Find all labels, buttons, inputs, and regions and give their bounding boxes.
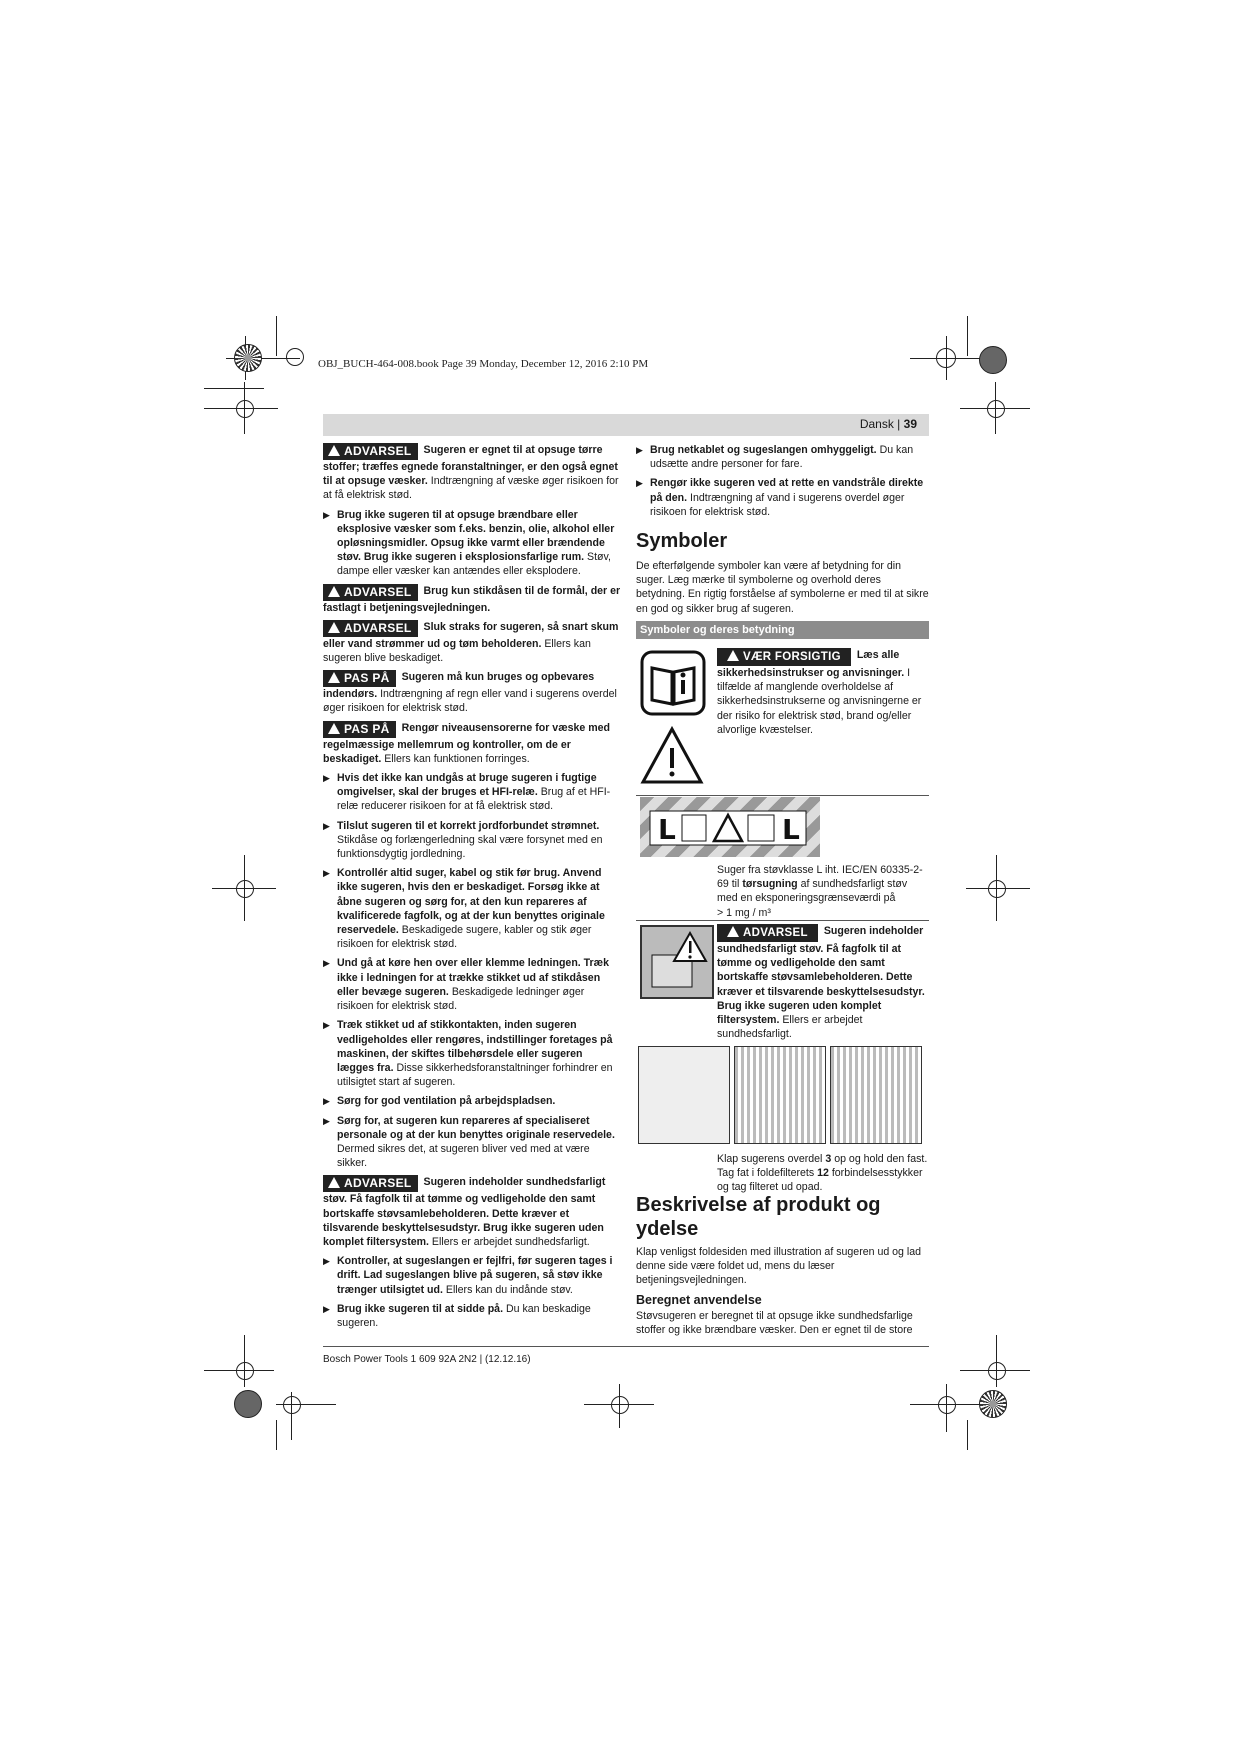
caution-indoors: PAS PÅ Sugeren må kun bruges og opbevares indendørs. Indtrængning af regn eller vand i sugerens overdel øger risikoen for elektrisk stød.: [323, 671, 617, 715]
dust-class-label-icon: [640, 797, 820, 857]
dust-hazard-icon: [640, 925, 714, 999]
advarsel-label: ADVARSEL: [323, 443, 418, 460]
book-imprint: OBJ_BUCH-464-008.book Page 39 Monday, December 12, 2016 2:10 PM: [318, 358, 649, 370]
warning-dry-wet: ADVARSEL Sugeren er egnet til at opsuge tørre stoffer; træffes egnede foranstaltninger, er den også egnet til at opsuge væsker. Indtrængning af væske øger risikoen for at få elektrisk stød.: [323, 444, 619, 502]
open-lid-image: [638, 1046, 730, 1144]
page-footer: Bosch Power Tools 1 609 92A 2N2 | (12.12.16): [323, 1354, 531, 1365]
bullet-cord: ▶ Brug netkablet og sugeslangen omhyggeligt. Du kan udsætte andre personer for fare.: [636, 444, 914, 471]
symbol-read-instructions: VÆR FORSIGTIG Læs alle sikkerhedsinstrukser og anvisninger. I tilfælde af manglende overholdelse af sikkerhedsinstrukserne og anvisningerne er der risiko for elektrisk stød, brand og/eller alvorlige kvæstelser.: [717, 649, 922, 736]
beskrivelse-text: Klap venligst foldesiden med illustration af sugeren ud og lad denne side være foldet ud, mens du læser betjeningsvejledningen.: [636, 1246, 922, 1287]
warning-foam: ADVARSEL Sluk straks for sugeren, så snart skum eller vand strømmer ud og tøm beholderen. Ellers kan sugeren blive beskadiget.: [323, 620, 619, 665]
left-column: [323, 443, 621, 1335]
bullet-ground: ▶ Tilslut sugeren til et korrekt jordforbundet strømnet. Stikdåse og forlængerledning skal være forsynet med en funktionsdygtig jordledning.: [323, 819, 603, 861]
header-language: Dansk: [859, 417, 894, 431]
beregnet-text: Støvsugeren er beregnet til at opsuge ikke sundhedsfarlige stoffer og ikke brændbare væsker. Den er egnet til de store: [636, 1309, 913, 1337]
bullet-unplug: ▶ Træk stikket ud af stikkontakten, inden sugeren vedligeholdes eller rengøres, indstillinger foretages på maskinen, der skiftes tilbehørsdele eller sugeren lægges fra. Disse sikkerhedsforanstaltninger forhindrer en utilsigtet start af sugeren.: [323, 1019, 613, 1089]
bullet-flammable: ▶ Brug ikke sugeren til at opsuge brændbare eller eksplosive væsker som f.eks. benzin, olie, alkohol eller opløsningsmidler. Opsug ikke varmt eller brændende støv. Brug ikke sugeren i eksplosionsfarlige rum. Støv, dampe eller væsker kan antændes eller eksplodere.: [323, 508, 615, 578]
exposure-value: > 1 mg / m³: [717, 906, 771, 919]
filter-remove-image: [830, 1046, 922, 1144]
symboler-intro: De efterfølgende symboler kan være af betydning for din suger. Læg mærke til symbolerne og overhold deres betydning. En rigtig forståelse af symbolerne er med til at sikre en god og sikker brug af sugeren.: [636, 560, 929, 615]
warning-triangle-icon: [640, 726, 704, 786]
bullet-hose: ▶ Kontroller, at sugeslangen er fejlfri, før sugeren tages i drift. Lad sugeslangen blive på sugeren, så støv ikke trænger utilsigtet ud. Ellers kan du indånde støv.: [323, 1255, 613, 1296]
filter-removal-illustration: [638, 1046, 923, 1142]
product-description: [636, 1193, 929, 1342]
filter-grip-image: [734, 1046, 826, 1144]
page-header: Dansk | 39: [323, 414, 929, 436]
symbol-dust-warning: ADVARSEL Sugeren indeholder sundhedsfarligt støv. Få fagfolk til at tømme og vedligeholde den samt bortskaffe støvsamlebeholderen. Dette kræver et tilsvarende beskyttelsesudstyr. Brug ikke sugeren uden komplet filtersystem. Ellers er arbejdet sundhedsfarligt.: [717, 925, 925, 1041]
bullet-ventilation: ▶ Sørg for god ventilation på arbejdspladsen.: [323, 1095, 556, 1108]
warning-dust: ADVARSEL Sugeren indeholder sundhedsfarligt støv. Få fagfolk til at tømme og vedligeholde den samt bortskaffe støvsamlebeholderen. Dette kræver et tilsvarende beskyttelsesudstyr. Brug ikke sugeren uden komplet filtersystem. Ellers er arbejdet sundhedsfarligt.: [323, 1176, 606, 1248]
svg-text:L: L: [658, 813, 676, 846]
bullet-cable: ▶ Und gå at køre hen over eller klemme ledningen. Træk ikke i ledningen for at trække stikket ud af stikdåsen eller bevæge sugeren. Beskadigede ledninger øger risikoen for elektrisk stød.: [323, 957, 609, 1013]
bullet-check: ▶ Kontrollér altid suger, kabel og stik før brug. Anvend ikke sugeren, hvis den er beskadiget. Forsøg ikke at åbne sugeren og sørg for, at den kun repareres af kvalificerede fagfolk, og at der kun benyttes originale reservedele. Beskadigede sugere, kabler og stik øger risikoen for elektrisk stød.: [323, 867, 605, 951]
bullet-sit: ▶ Brug ikke sugeren til at sidde på. Du kan beskadige sugeren.: [323, 1302, 591, 1329]
subsection-beregnet: Beregnet anvendelse: [636, 1292, 762, 1307]
bullet-water-jet: ▶ Rengør ikke sugeren ved at rette en vandstråle direkte på den. Indtrængning af vand i sugerens overdel øger risikoen for elektrisk stød.: [636, 477, 924, 518]
bullet-repair: ▶ Sørg for, at sugeren kun repareres af specialiseret personale og at der kun benyttes originale reservedele. Dermed sikres det, at sugeren bliver ved med at være sikker.: [323, 1114, 615, 1170]
manual-icon: [640, 650, 708, 720]
section-title-symboler: Symboler: [636, 530, 728, 553]
vaer-forsigtig-label: VÆR FORSIGTIG: [717, 648, 851, 666]
bullet-hfi: ▶ Hvis det ikke kan undgås at bruge sugeren i fugtige omgivelser, skal der bruges et HFI-relæ. Brug af et HFI-relæ reducerer risikoen for at få elektrisk stød.: [323, 772, 611, 813]
section-title-beskrivelse: Beskrivelse af produkt og ydelse: [636, 1194, 881, 1240]
warning-socket: ADVARSEL Brug kun stikdåsen til de formål, der er fastlagt i betjeningsvejledningen.: [323, 584, 621, 614]
pas-paa-label: PAS PÅ: [323, 670, 396, 687]
caution-sensors: PAS PÅ Rengør niveausensorerne for væske med regelmæssige mellemrum og kontroller, om de er beskadiget. Ellers kan funktionen forringes.: [323, 721, 611, 765]
svg-text:L: L: [782, 813, 800, 846]
symbol-table-header: Symboler og deres betydning: [636, 621, 929, 639]
right-column: [636, 443, 929, 639]
footer-rule: [323, 1346, 929, 1347]
page-number: 39: [903, 417, 917, 431]
symbol-dust-class: Suger fra støvklasse L iht. IEC/EN 60335-2-69 til tørsugning af sundhedsfarligt støv med en eksponeringsgrænseværdi på > 1 mg / m³: [717, 864, 923, 919]
symbol-filter-removal: Klap sugerens overdel 3 op og hold den fast. Tag fat i foldefilterets 12 forbindelsesstykker og tag filteret ud opad.: [717, 1153, 928, 1194]
